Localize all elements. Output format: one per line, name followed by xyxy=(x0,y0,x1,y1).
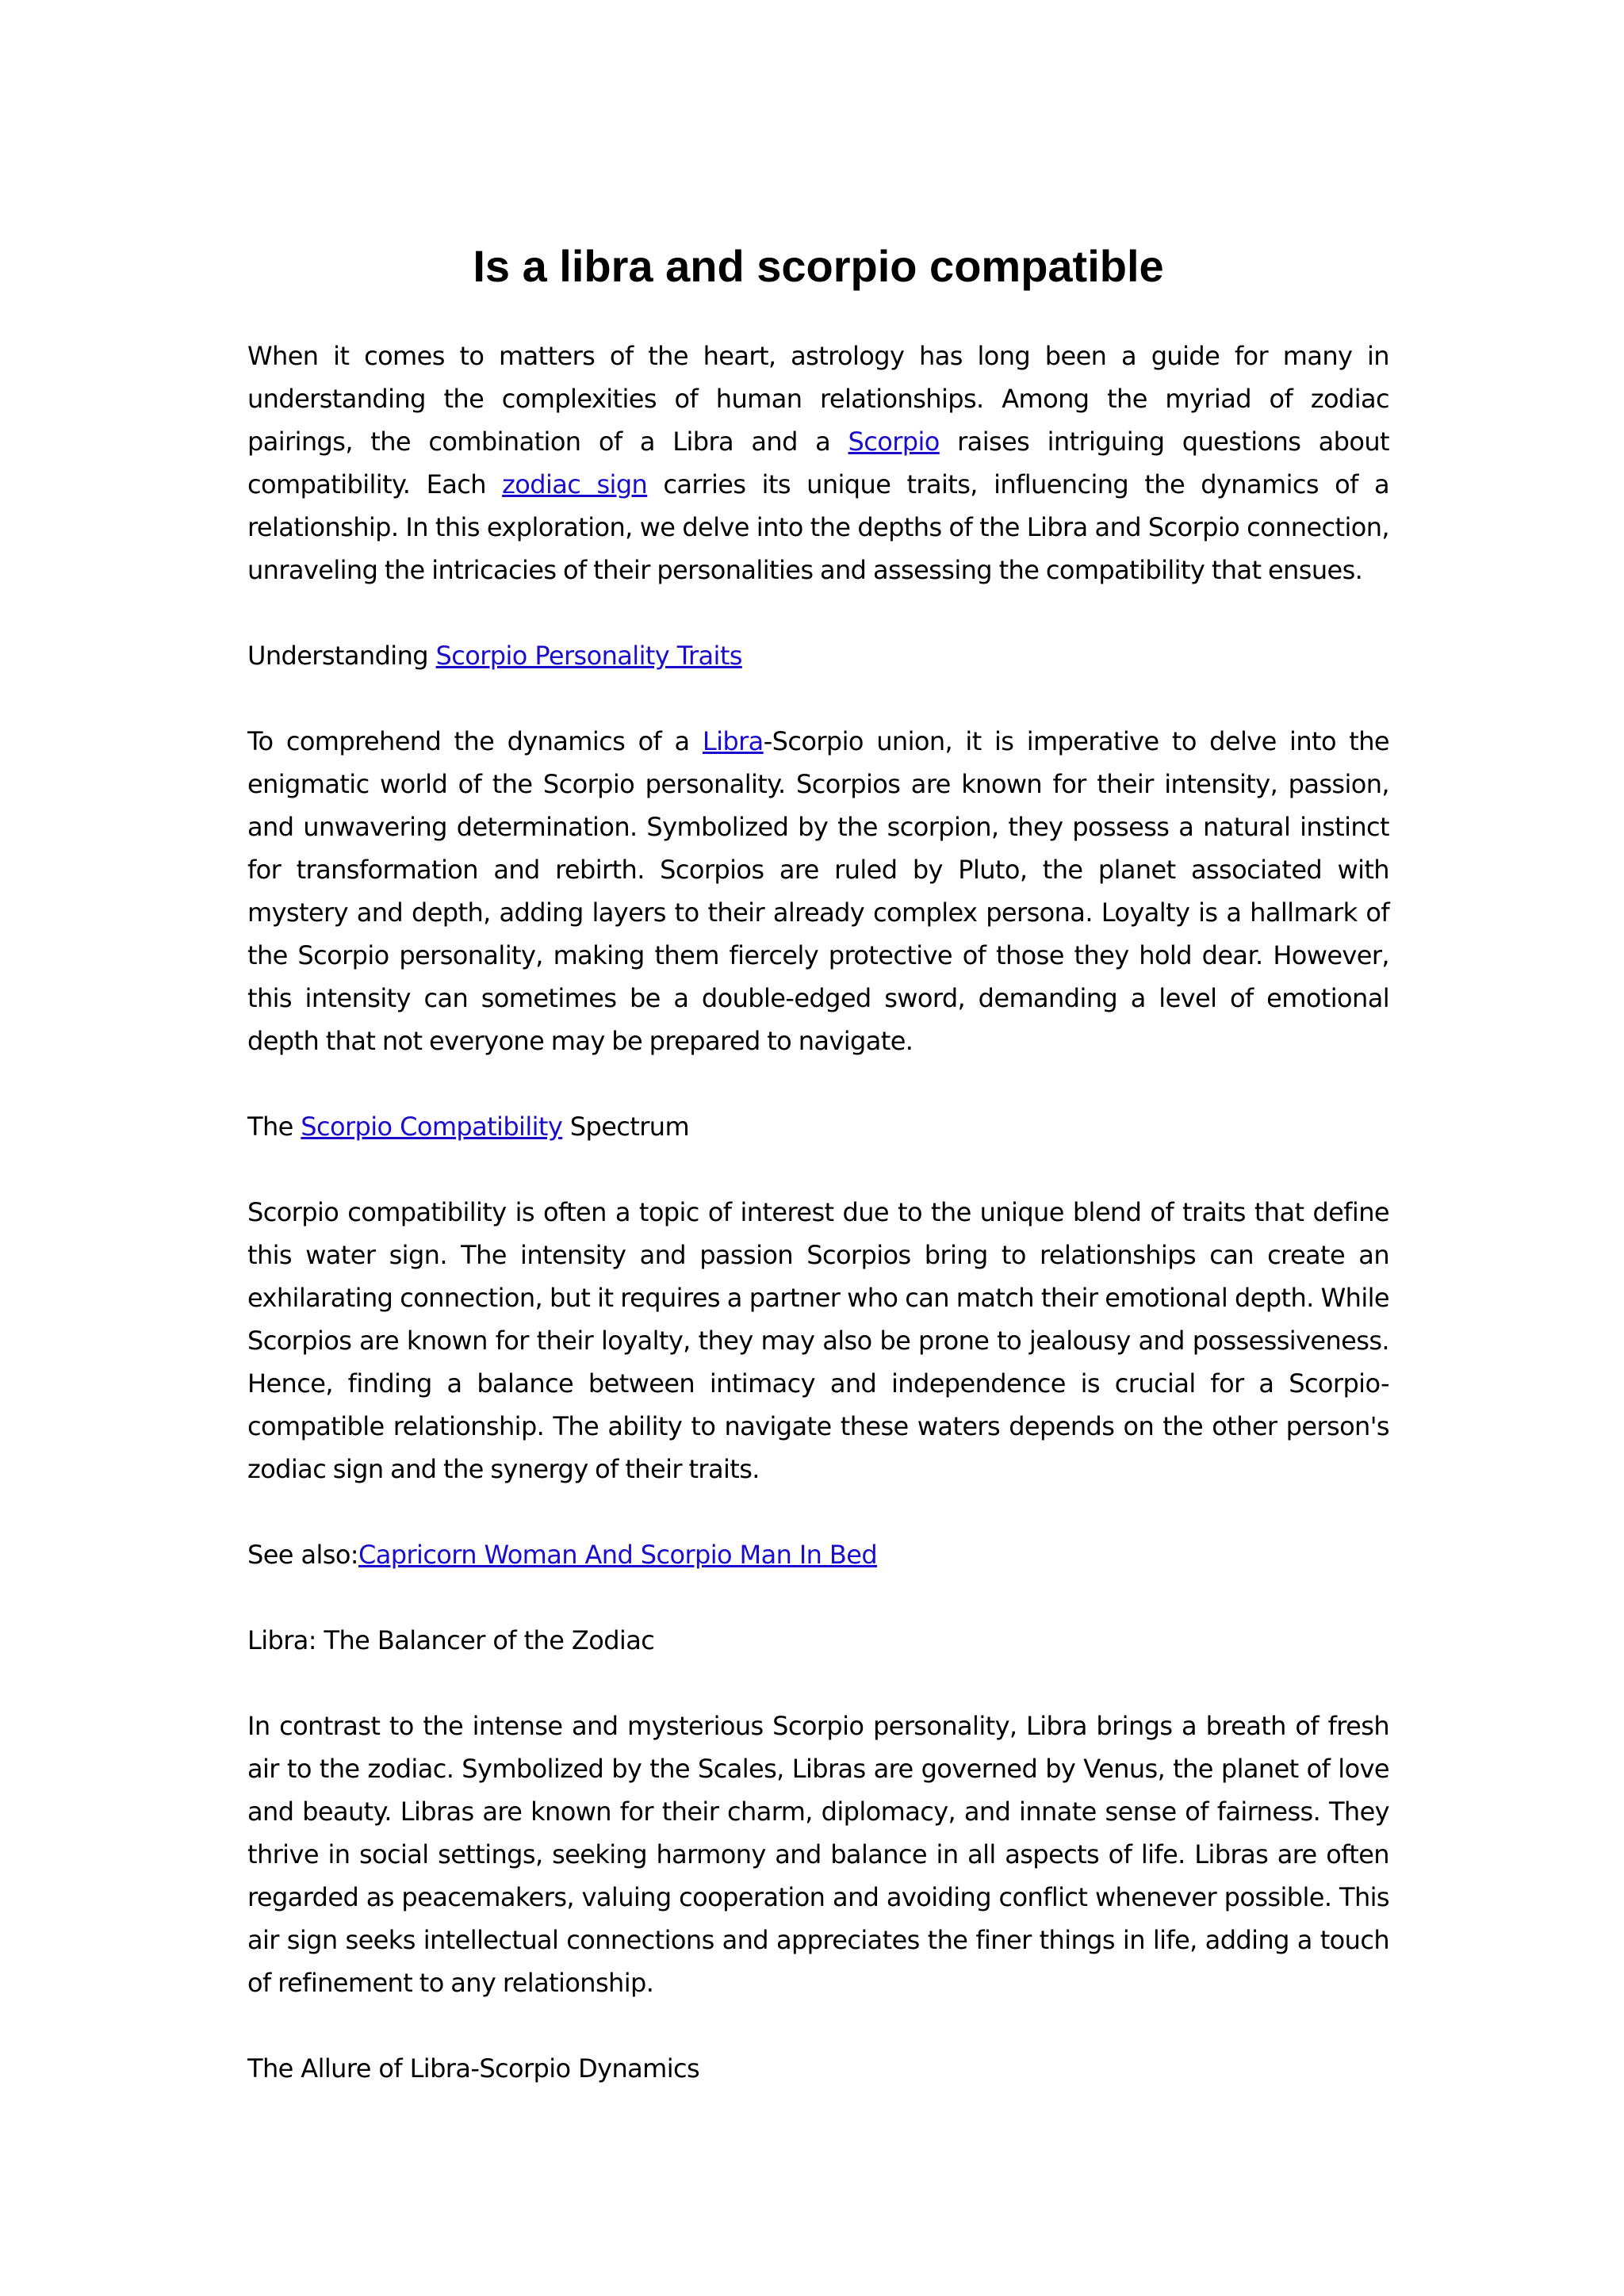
document-page xyxy=(247,238,1389,2133)
intro-paragraph xyxy=(247,335,1389,591)
see-also-line xyxy=(247,1533,1389,1576)
page-title: Is a libra and scorpio compatible xyxy=(473,241,1164,291)
section-heading-prefix: Understanding xyxy=(247,641,436,671)
section-heading-prefix: The xyxy=(247,1112,301,1142)
section-heading-libra-scorpio-dynamics: The Allure of Libra-Scorpio Dynamics xyxy=(247,2053,700,2084)
intro-text-2: raises intriguing questions about compatibility. Each xyxy=(247,427,1390,499)
scorpio-compatibility-link[interactable]: Scorpio Compatibility xyxy=(301,1112,563,1142)
capricorn-woman-scorpio-man-link[interactable]: Capricorn Woman And Scorpio Man In Bed xyxy=(358,1540,878,1570)
scorpio-link[interactable]: Scorpio xyxy=(848,427,940,457)
section-heading-suffix: Spectrum xyxy=(562,1112,690,1142)
see-also-label: See also: xyxy=(247,1540,358,1570)
scorpio-personality-traits-link[interactable]: Scorpio Personality Traits xyxy=(435,641,742,671)
paragraph-text-1: To comprehend the dynamics of a xyxy=(247,726,703,756)
scorpio-compatibility-paragraph: Scorpio compatibility is often a topic of interest due to the unique blend of traits that define this water sign. The intensity and passion Scorpios bring to relationships can create an exhilarating connection, but it requires a partner who can match their emotional depth. While Scorpios are known for their loyalty, they may also be prone to jealousy and possessiveness. Hence, finding a balance between intimacy and independence is crucial for a Scorpio-compatible relationship. The ability to navigate these waters depends on the other person's zodiac sign and the synergy of their traits. xyxy=(247,1197,1389,1484)
libra-paragraph: In contrast to the intense and mysterious Scorpio personality, Libra brings a breath of fresh air to the zodiac. Symbolized by the Scales, Libras are governed by Venus, the planet of love and beauty. Libras are known for their charm, diplomacy, and innate sense of fairness. They thrive in social settings, seeking harmony and balance in all aspects of life. Libras are often regarded as peacemakers, valuing cooperation and avoiding conflict whenever possible. This air sign seeks intellectual connections and appreciates the finer things in life, adding a touch of refinement to any relationship. xyxy=(247,1711,1389,1998)
intro-text-3: carries its unique traits, influencing the dynamics of a relationship. In this exploration, we delve into the depths of the Libra and Scorpio connection, unraveling the intricacies of their personalities and assessing the compatibility that ensues. xyxy=(247,469,1389,585)
section-heading-libra-balancer: Libra: The Balancer of the Zodiac xyxy=(247,1625,655,1655)
scorpio-personality-paragraph xyxy=(247,720,1389,1062)
section-heading-compatibility-spectrum xyxy=(247,1105,1389,1148)
intro-text-1: When it comes to matters of the heart, astrology has long been a guide for many in understanding the complexities of human relationships. Among the myriad of zodiac pairings, the combination of a Libra and a xyxy=(247,341,1389,457)
zodiac-sign-link[interactable]: zodiac sign xyxy=(502,469,648,499)
section-heading-scorpio-traits xyxy=(247,634,1389,677)
paragraph-text-2: -Scorpio union, it is imperative to delve into the enigmatic world of the Scorpio personality. Scorpios are known for their intensity, passion, and unwavering determination. Symbolized by the scorpion, they possess a natural instinct for transformation and rebirth. Scorpios are ruled by Pluto, the planet associated with mystery and depth, adding layers to their already complex persona. Loyalty is a hallmark of the Scorpio personality, making them fiercely protective of those they hold dear. However, this intensity can sometimes be a double-edged sword, demanding a level of emotional depth that not everyone may be prepared to navigate. xyxy=(247,726,1389,1056)
libra-link[interactable]: Libra xyxy=(702,726,764,756)
